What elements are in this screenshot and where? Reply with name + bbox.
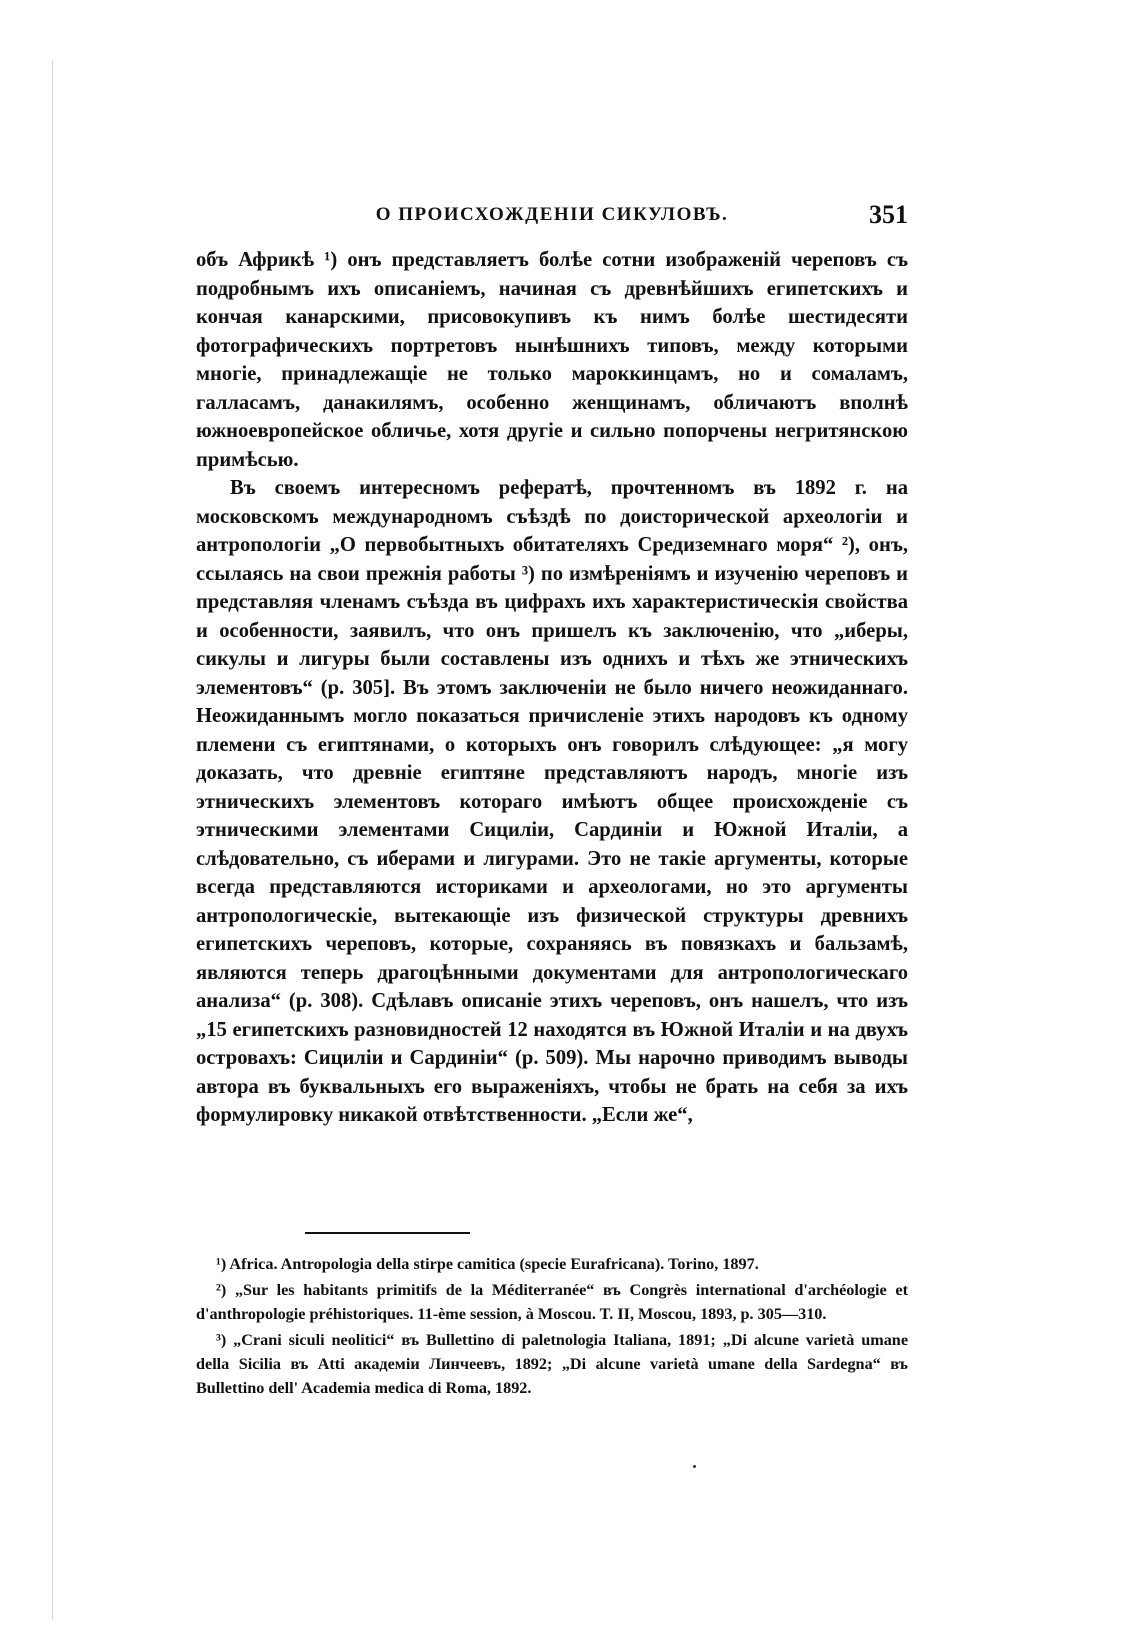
page-header — [196, 200, 908, 236]
footnote-2: ²) „Sur les habitants primitifs de la Méditerranée“ въ Congrès international d'archéologie et d'anthropologie préhistoriques. 11-ème session, à Moscou. T. II, Moscou, 1893, p. 305—310. — [196, 1281, 908, 1323]
page-number: 351 — [869, 200, 908, 229]
footnote-3: ³) „Crani siculi neolitici“ въ Bullettino di paletnologia Italiana, 1891; „Di alcune varietà umane della Sicilia въ Atti академіи Линчеевъ, 1892; „Di alcune varietà umane della Sardegna“ въ Bullettino dell' Academia medica di Roma, 1892. — [196, 1331, 908, 1397]
paragraph-continuation: объ Африкѣ ¹) онъ представляетъ болѣе сотни изображеній череповъ съ подробнымъ ихъ описаніемъ, начиная съ древнѣйшихъ египетскихъ и кончая канарскими, присовокупивъ къ нимъ болѣе шестидесяти фотографическихъ портретовъ нынѣшнихъ типовъ, между которыми многіе, принадлежащіе не только мароккинцамъ, но и сомаламъ, галласамъ, данакилямъ, особенно женщинамъ, обличаютъ вполнѣ южноевропейское обличье, хотя другіе и сильно попорчены негритянскою примѣсью. — [196, 249, 908, 471]
paragraph-referat: Въ своемъ интересномъ рефератѣ, прочтенномъ въ 1892 г. на московскомъ международномъ съѣздѣ по доисторической археологіи и антропологіи „О первобытныхъ обитателяхъ Средиземнаго моря“ ²), онъ, ссылаясь на свои прежнія работы ³) по измѣреніямъ и изученію череповъ и представляя членамъ съѣзда въ цифрахъ ихъ характеристическія свойства и особенности, заявилъ, что онъ пришелъ къ заключенію, что „иберы, сикулы и лигуры были составлены изъ однихъ и тѣхъ же этническихъ элементовъ“ (р. 305]. Въ этомъ заключеніи не было ничего неожиданнаго. Неожиданнымъ могло показаться причисленіе этихъ народовъ къ одному племени съ египтянами, о которыхъ онъ говорилъ слѣдующее: „я могу доказать, что древніе египтяне представляютъ народъ, многіе изъ этническихъ элементовъ котораго имѣютъ общее происхожденіе съ этническими элементами Сициліи, Сардиніи и Южной Италіи, а слѣдовательно, съ иберами и лигурами. Это не такіе аргументы, которые всегда представляются историками и археологами, но это аргументы антропологическіе, вытекающіе изъ физической структуры древнихъ египетскихъ череповъ, которые, сохраняясь въ повязкахъ и бальзамѣ, являются теперь драгоцѣнными документами для антропологическаго анализа“ (р. 308). Сдѣлавъ описаніе этихъ череповъ, онъ нашелъ, что изъ „15 египетскихъ разновидностей 12 находятся въ Южной Италіи и на двухъ островахъ: Сициліи и Сардиніи“ (р. 509). Мы нарочно приводимъ выводы автора въ буквальныхъ его выраженіяхъ, чтобы не брать на себя за ихъ формулировку никакой отвѣтственности. „Если же“, — [196, 477, 908, 1126]
footnotes — [196, 1252, 908, 1402]
scan-speck — [693, 1465, 696, 1468]
footnote-1: ¹) Africa. Antropologia della stirpe camitica (specie Eurafricana). Torino, 1897. — [216, 1255, 759, 1273]
main-text — [196, 246, 908, 1130]
footnote-separator — [305, 1232, 470, 1234]
binding-edge-line — [52, 60, 53, 1620]
running-title: О ПРОИСХОЖДЕНІИ СИКУЛОВЪ. — [375, 204, 729, 225]
